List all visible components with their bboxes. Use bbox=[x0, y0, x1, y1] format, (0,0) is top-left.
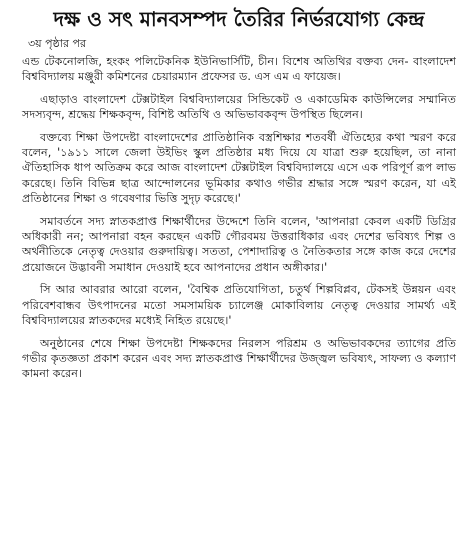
article-paragraph-4: সমাবর্তনে সদ্য স্নাতকপ্রাপ্ত শিক্ষার্থীদের উদ্দেশে তিনি বলেন, 'আপনারা কেবল একটি ডিগ্রির অধিকারী নন; আপনারা বহন করছেন একটি গৌরবময় উত্তরাধিকার এবং দেশের ভবিষ্যৎ শিল্প ও অর্থনীতিকে নেতৃত্ব দেওয়ার গুরুদায়িত্ব। সততা, পেশাদারিত্ব ও নৈতিকতার সঙ্গে কাজ করে দেশের প্রয়োজনে উদ্ভাবনী সমাধান দেওয়াই হবে আপনাদের প্রধান অঙ্গীকার।' bbox=[22, 214, 456, 274]
article-headline: দক্ষ ও সৎ মানবসম্পদ তৈরির নির্ভরযোগ্য কেন্দ্র bbox=[53, 7, 425, 31]
continued-from-label: ৩য় পৃষ্ঠার পর bbox=[28, 37, 87, 50]
article-paragraph-5: সি আর আবরার আরো বলেন, 'বৈশ্বিক প্রতিযোগিতা, চতুর্থ শিল্পবিপ্লব, টেকসই উন্নয়ন এবং পরিবেশবান্ধব উৎপাদনের মতো সমসাময়িক চ্যালেঞ্জ মোকাবিলায় নেতৃত্ব দেওয়ার সামর্থ্য এই বিশ্ববিদ্যালয়ের স্নাতকদের মধ্যেই নিহিত রয়েছে।' bbox=[22, 283, 456, 328]
article-paragraph-1: এন্ড টেকনোলজি, হংকং পলিটেকনিক ইউনিভার্সিটি, চীন। বিশেষ অতিথির বক্তব্য দেন- বাংলাদেশ বিশ্ববিদ্যালয় মঞ্জুরী কমিশনের চেয়ারম্যান প্রফেসর ড. এস এম এ ফায়েজ। bbox=[22, 55, 456, 84]
article-paragraph-6: অনুষ্ঠানের শেষে শিক্ষা উপদেষ্টা শিক্ষকদের নিরলস পরিশ্রম ও অভিভাবকদের ত্যাগের প্রতি গভীর কৃতজ্ঞতা প্রকাশ করেন এবং সদ্য স্নাতকপ্রাপ্ত শিক্ষার্থীদের উজ্জ্বল ভবিষ্যৎ, সাফল্য ও কল্যাণ কামনা করেন। bbox=[22, 336, 456, 381]
article-paragraph-2: এছাড়াও বাংলাদেশ টেক্সটাইল বিশ্ববিদ্যালয়ের সিন্ডিকেট ও একাডেমিক কাউন্সিলের সম্মানিত সদস্যবৃন্দ, শ্রদ্ধেয় শিক্ষকবৃন্দ, বিশিষ্ট অতিথি ও অভিভাবকবৃন্দ উপস্থিত ছিলেন। bbox=[22, 92, 456, 122]
article-paragraph-3: বক্তব্যে শিক্ষা উপদেষ্টা বাংলাদেশের প্রাতিষ্ঠানিক বস্ত্রশিক্ষার শতবর্ষী ঐতিহ্যের কথা স্মরণ করে বলেন, '১৯১১ সালে জেলা উইভিং স্কুল প্রতিষ্ঠার মধ্য দিয়ে যে যাত্রা শুরু হয়েছিল, তা নানা ঐতিহাসিক ধাপ অতিক্রম করে আজ বাংলাদেশ টেক্সটাইল বিশ্ববিদ্যালয়ে এসে এক পরিপূর্ণ রূপ লাভ করেছে। তিনি বিভিন্ন ছাত্র আন্দোলনের ভূমিকার কথাও গভীর শ্রদ্ধার সঙ্গে স্মরণ করেন, যা এই প্রতিষ্ঠানের শিক্ষা ও গবেষণার ভিত্তি সুদৃঢ় করেছে।' bbox=[22, 130, 456, 206]
